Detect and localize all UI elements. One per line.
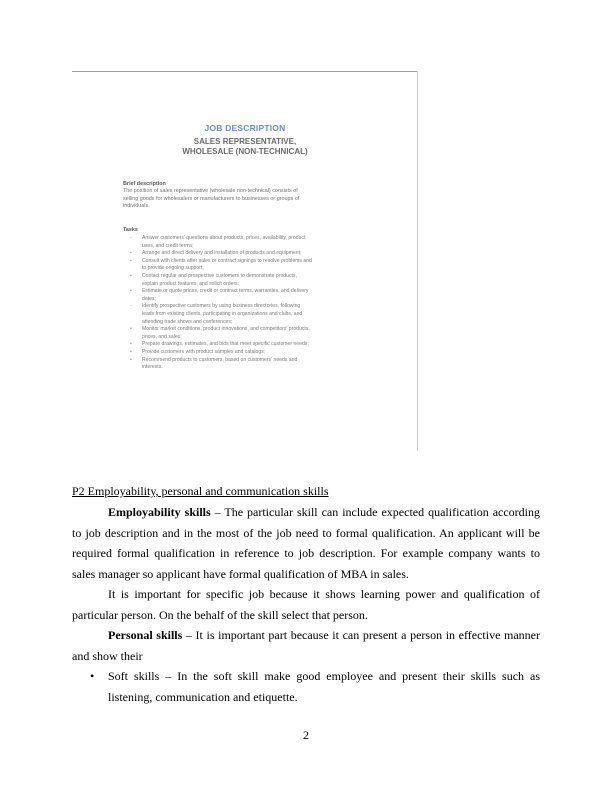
jd-subtitle	[72, 137, 418, 157]
personal-skills-paragraph	[72, 625, 540, 666]
jd-task-item	[130, 303, 312, 326]
section-heading: P2 Employability, personal and communication skills	[72, 484, 329, 498]
jd-task-marker: -	[130, 235, 132, 241]
jd-subtitle-line2: WHOLESALE (NON-TECHNICAL)	[182, 147, 308, 156]
jd-task-item	[130, 326, 312, 341]
jd-task-item	[130, 273, 312, 288]
jd-task-item	[130, 250, 312, 258]
job-description-image	[72, 71, 418, 451]
employability-text: – The particular skill can include expected qualification according to job description and in the most of the job need to formal qualification. An applicant will be required formal qualification in reference to job description. For example company wants to sales manager so applicant have formal qualification of MBA in sales.	[72, 505, 540, 581]
skills-bullet-list	[72, 666, 540, 707]
jd-task-text: Identify prospective customers by using business directories, following leads from existing clients, participating in organizations and clubs, and attending trade shows and conferences;	[142, 303, 303, 325]
jd-title: JOB DESCRIPTION	[204, 123, 286, 133]
jd-task-text: Estimate or quote prices, credit or contract terms, warranties, and delivery dates;	[142, 288, 309, 302]
jd-task-marker: •	[130, 356, 132, 363]
jd-task-item	[130, 349, 312, 357]
image-top-border	[72, 71, 418, 72]
bullet-marker: •	[90, 669, 95, 683]
jd-task-marker: •	[130, 257, 132, 264]
jd-task-marker: -	[130, 303, 132, 310]
employability-paragraph	[72, 502, 540, 584]
jd-task-marker: •	[130, 326, 132, 333]
jd-task-text: Recommend products to customers, based on customers' needs and interests.	[142, 356, 298, 371]
jd-tasks-heading: Tasks	[123, 227, 138, 233]
jd-task-text: Answer customers' questions about products, prices, availability, product uses, and credit terms;	[142, 235, 306, 249]
jd-task-item	[130, 357, 312, 372]
jd-task-text: Provide customers with product samples and catalogs;	[142, 348, 266, 355]
jd-task-marker: •	[130, 341, 132, 348]
jd-brief-text: The position of sales representative (wholesale non-technical) consists of selling goods for wholesalers or manufacturers to businesses or groups of individuals.	[123, 188, 300, 210]
jd-task-item	[130, 235, 312, 250]
bullet-text: Soft skills – In the soft skill make good employee and present their skills such as listening, communication and etiquette.	[108, 669, 540, 704]
jd-task-marker: •	[130, 250, 132, 257]
jd-task-text: Consult with clients after sales or contract signings to resolve problems and to provide ongoing support;	[142, 257, 312, 272]
jd-task-text: Arrange and direct delivery and installation of products and equipment;	[142, 250, 302, 257]
jd-task-marker: •	[130, 272, 132, 279]
jd-task-item	[130, 258, 312, 273]
personal-skills-term: Personal skills	[108, 628, 183, 642]
jd-task-marker: •	[130, 288, 132, 295]
bullet-item	[72, 666, 540, 707]
employability-term: Employability skills	[108, 505, 211, 519]
personal-skills-text: – It is important part because it can present a person in effective manner and show their	[72, 628, 540, 663]
jd-subtitle-line1: SALES REPRESENTATIVE,	[193, 137, 297, 146]
jd-task-text: Contact regular and prospective customers to demonstrate products, explain product features, and solicit orders;	[142, 272, 297, 287]
jd-task-item	[130, 341, 312, 349]
jd-task-text: Prepare drawings, estimates, and bids that meet specific customer needs;	[142, 341, 309, 348]
jd-brief-heading: Brief description	[123, 181, 166, 187]
jd-task-text: Monitor market conditions, product innovations, and competitors' products, prices, and sales;	[142, 326, 310, 340]
jd-task-marker: •	[130, 348, 132, 355]
jd-task-list	[130, 235, 312, 372]
page-number: 2	[303, 728, 309, 742]
jd-task-item	[130, 288, 312, 303]
importance-paragraph: It is important for specific job because it shows learning power and qualification of particular person. On the behalf of the skill select that person.	[72, 587, 540, 622]
